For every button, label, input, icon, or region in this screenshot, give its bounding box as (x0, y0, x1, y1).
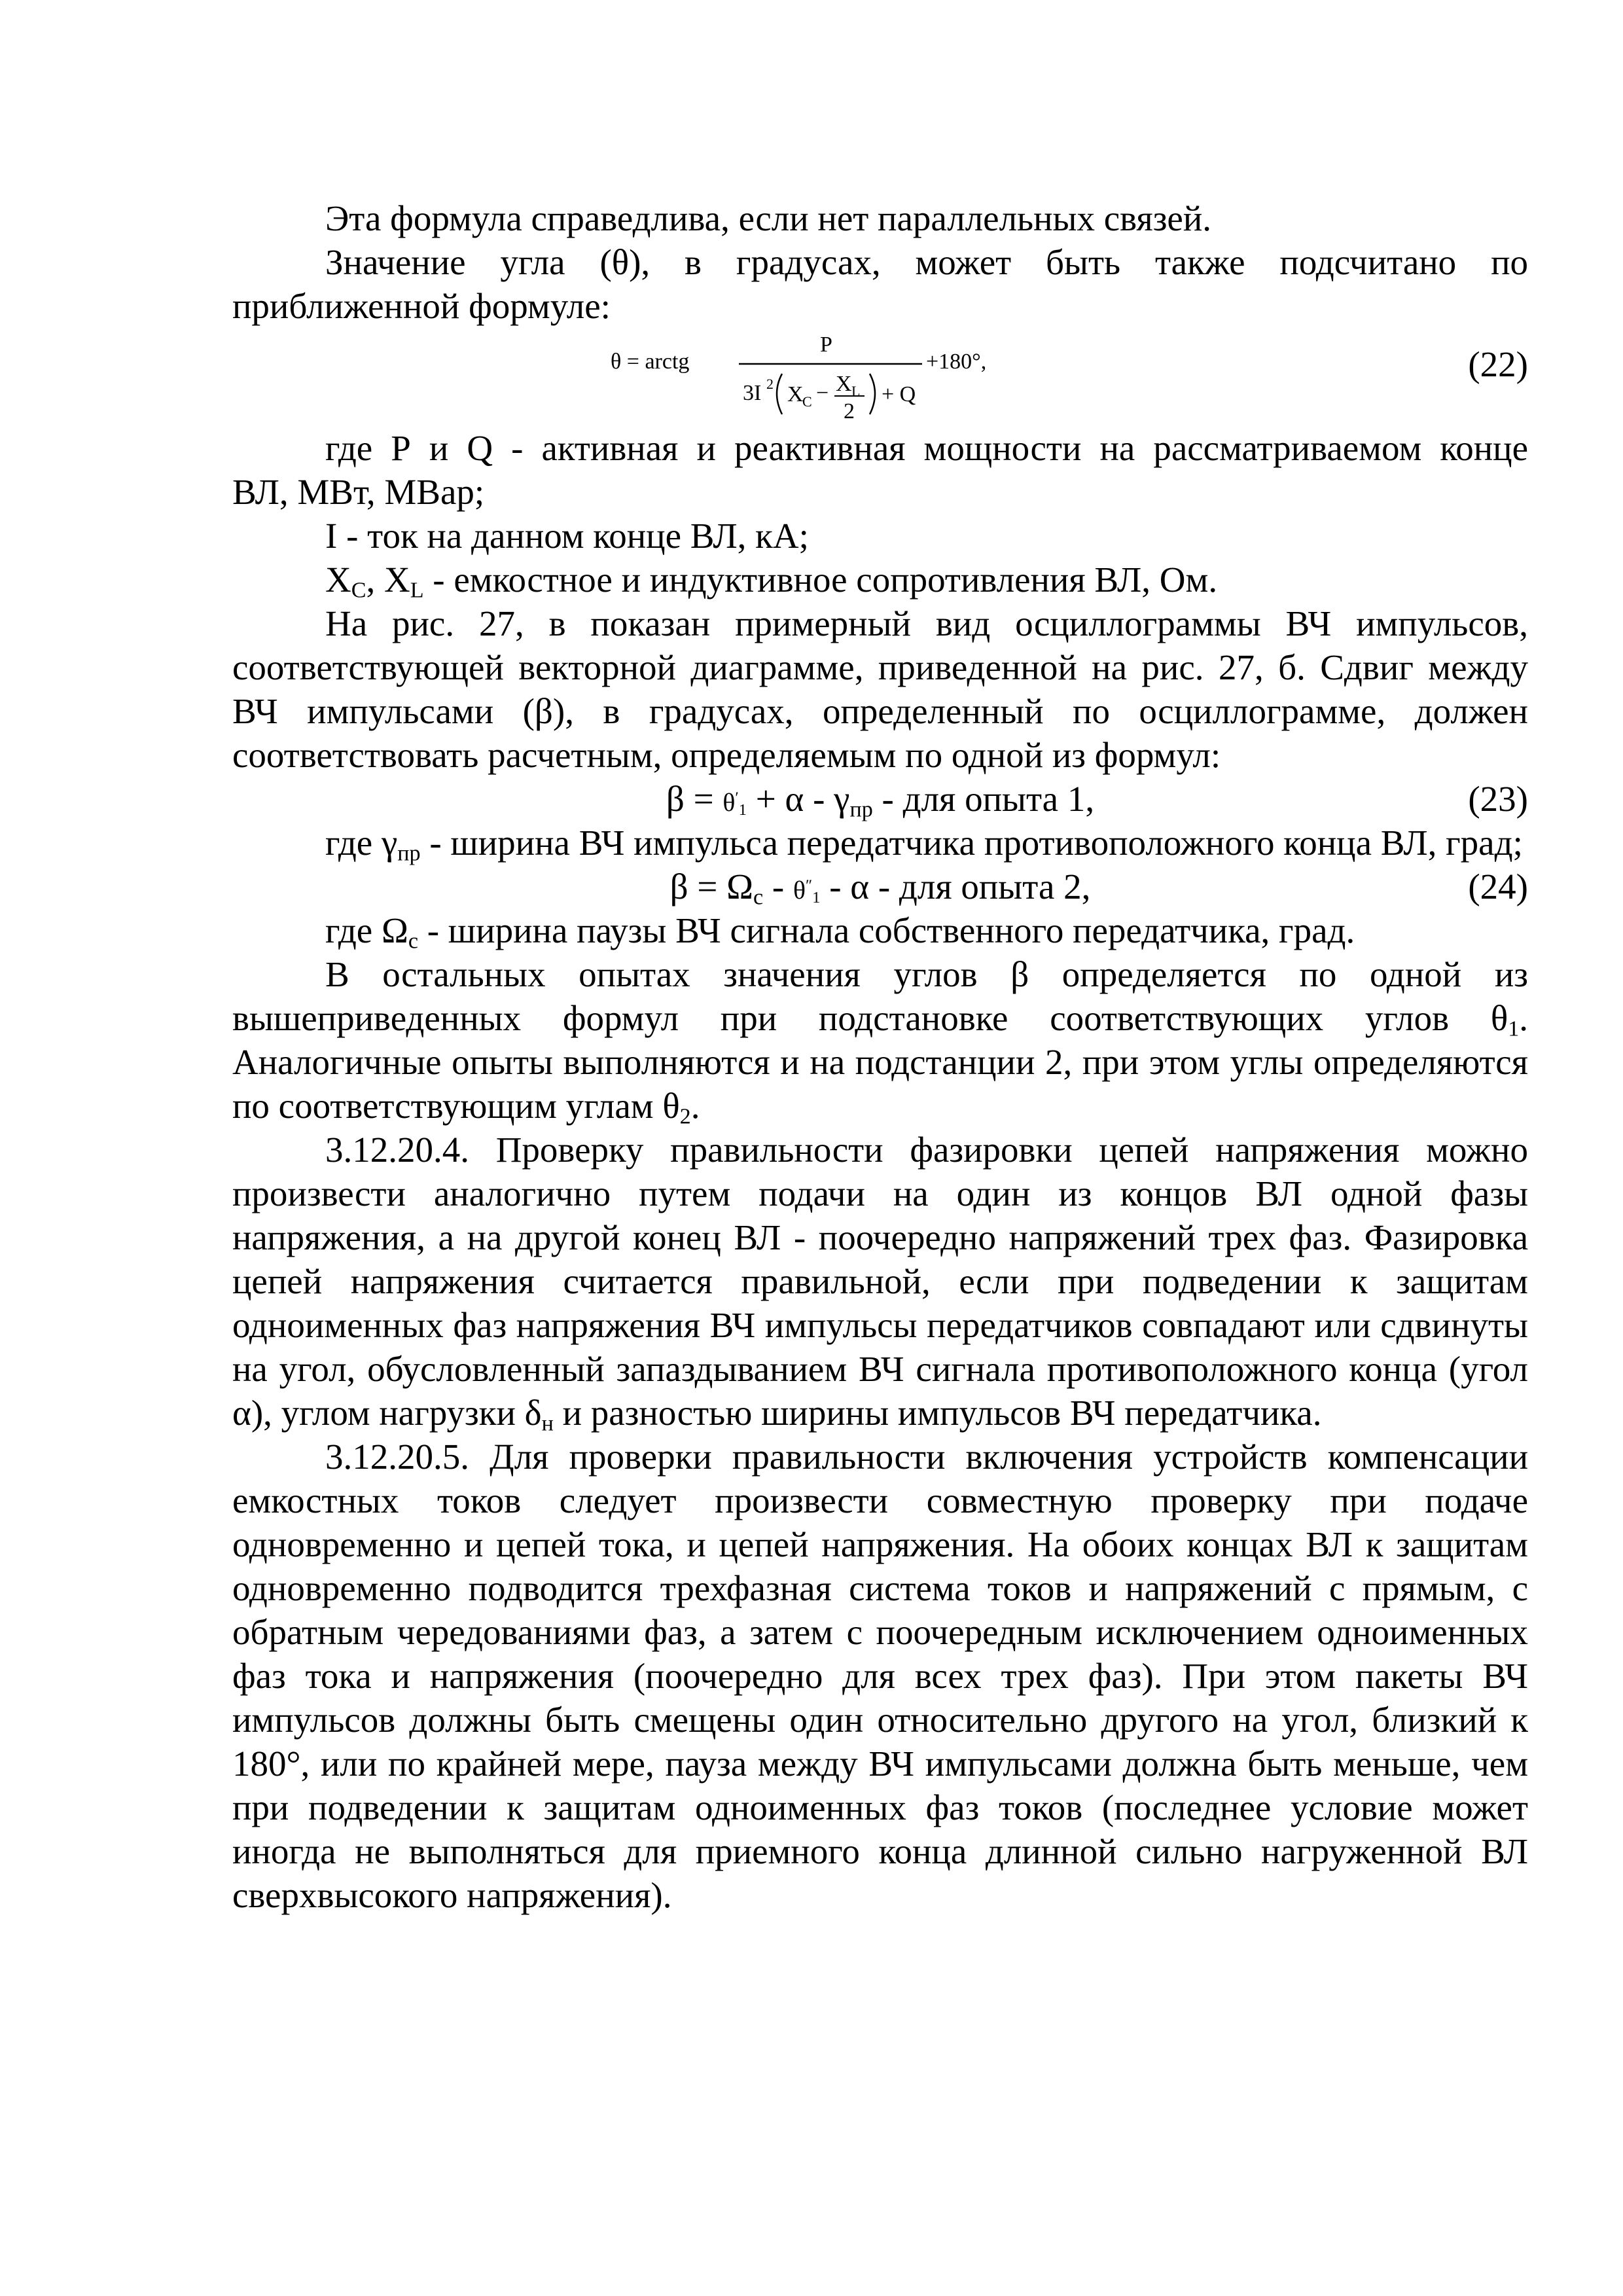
eq22-den-minus: − (816, 381, 829, 405)
paragraph-pq-definition-line1: где Р и Q - активная и реактивная мощности на рассматриваемом конце (325, 428, 1528, 468)
equation-23 (232, 777, 1528, 821)
paragraph-3-12-20-5: 3.12.20.5. Для проверки правильности включения устройств компенсации емкостных токов следует произвести совместную проверку при подаче одновременно и цепей тока, и цепей напряжения. На обоих концах ВЛ к защитам одновременно подводится трехфазная система токов и напряжений с прямым, с обратным чередованиями фаз, а затем с поочередным исключением одноименных фаз тока и напряжения (поочередно для всех трех фаз). При этом пакеты ВЧ импульсов должны быть смещены один относительно другого на угол, близкий к 180°, или по крайней мере, пауза между ВЧ импульсами должна быть меньше, чем при подведении к защитам одноименных фаз токов (последнее условие может иногда не выполняться для приемного конца длинной сильно нагруженной ВЛ сверхвысокого напряжения). (232, 1437, 1528, 1915)
paragraph-reactance-definition: $X_C$, $X_L$ - емкостное и индуктивное сопротивления ВЛ, Ом. (325, 560, 1218, 603)
eq22-den-xc: X (787, 382, 804, 406)
eq22-den-3i: 3I (743, 381, 762, 405)
equation-22 (232, 328, 1528, 426)
paragraph-omega-definition: где $\Omega_с$ - ширина паузы ВЧ сигнала собственного передатчика, град. (325, 910, 1355, 954)
eq22-den-square: 2 (766, 376, 774, 392)
equation-23-formula: $\beta = \theta'_1 + \alpha - \gamma_{пр}$ - для опыта 1, (666, 779, 1095, 822)
paragraph-angle-intro-line1: Значение угла (θ), в градусах, может быть также подсчитано по (325, 242, 1528, 282)
equation-22-number: (22) (1468, 344, 1528, 384)
eq22-lhs: θ = arctg (611, 350, 690, 374)
paragraph-3-12-20-4: 3.12.20.4. Проверку правильности фазировки цепей напряжения можно произвести аналогично путем подачи на один из концов ВЛ одной фазы напряжения, а на другой конец ВЛ - поочередно напряжений трех фаз. Фазировка цепей напряжения считается правильной, если при подведении к защитам одноименных фаз напряжения ВЧ импульсы передатчиков совпадают или сдвинуты на угол, обусловленный запаздыванием ВЧ сигнала противоположного конца (угол α), углом нагрузки $\delta_н$ и разностью ширины импульсов ВЧ передатчика. (232, 1130, 1528, 1436)
paragraph-oscillogram: На рис. 27, в показан примерный вид осциллограммы ВЧ импульсов, соответствующей векторной диаграмме, приведенной на рис. 27, б. Сдвиг между ВЧ импульсами (β), в градусах, определенный по осциллограмме, должен соответствовать расчетным, определяемым по одной из формул: (232, 603, 1528, 775)
eq22-den-xl: X (836, 372, 852, 396)
paragraph-pq-definition-line2: ВЛ, МВт, МВар; (232, 472, 485, 512)
paragraph-formula-note: Эта формула справедлива, если нет параллельных связей. (325, 198, 1212, 238)
equation-24 (232, 865, 1528, 908)
equation-24-formula: $\beta = \Omega_с - \theta''_1 - \alpha$ - для опыта 2, (669, 867, 1091, 910)
eq22-den-c-sub: C (802, 393, 812, 410)
paragraph-other-experiments: В остальных опытах значения углов β определяется по одной из вышеприведенных формул при подстановке соответствующих углов $\theta_1$. Аналогичные опыты выполняются и на подстанции 2, при этом углы определяются по соответствующим углам $\theta_2$. (232, 954, 1528, 1129)
eq22-den-plus-q: + Q (882, 382, 916, 406)
eq22-left-paren (777, 374, 782, 414)
eq22-den-2: 2 (844, 399, 855, 423)
eq22-numerator: P (820, 332, 832, 357)
eq22-den-l-sub: L (851, 383, 861, 399)
equation-22-formula (611, 328, 1108, 426)
paragraph-angle-intro-line2: приближенной формуле: (232, 286, 611, 326)
eq22-tail: +180°, (926, 350, 987, 374)
equation-23-number: (23) (1468, 779, 1528, 819)
equation-24-number: (24) (1468, 867, 1528, 906)
eq22-right-paren (870, 374, 875, 414)
paragraph-current-definition: I - ток на данном конце ВЛ, кА; (325, 516, 809, 556)
document-page (232, 196, 1528, 1917)
paragraph-gamma-definition: где $\gamma_{пр}$ - ширина ВЧ импульса передатчика противоположного конца ВЛ, град; (325, 823, 1523, 866)
